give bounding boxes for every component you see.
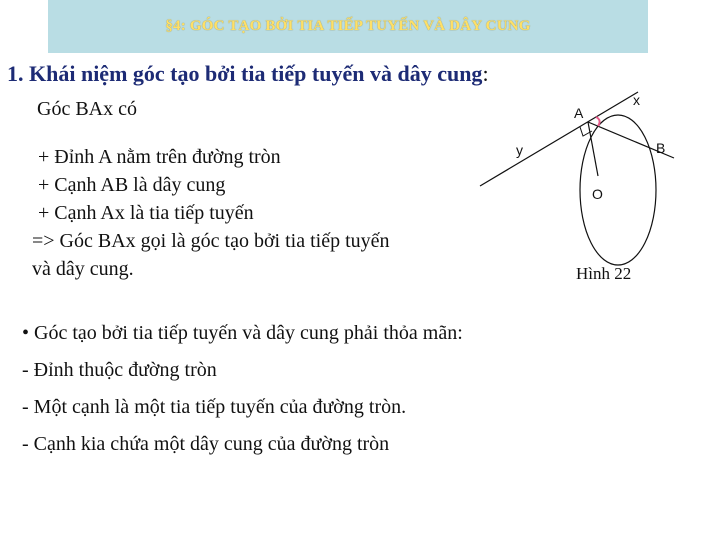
label-o: O (592, 186, 603, 202)
intro-text: Góc BAx có (37, 98, 137, 120)
slide-title: §4: GÓC TẠO BỞI TIA TIẾP TUYẾN VÀ DÂY CUNG (165, 18, 531, 34)
definition-item: + Cạnh AB là dây cung (38, 174, 226, 196)
section-heading (7, 61, 489, 87)
label-y: y (516, 142, 523, 158)
condition-item: - Một cạnh là một tia tiếp tuyến của đường tròn. (22, 396, 407, 418)
label-x: x (633, 92, 640, 108)
label-b: B (656, 140, 666, 156)
radius-line (588, 122, 598, 176)
conditions-intro: • Góc tạo bởi tia tiếp tuyến và dây cung phải thỏa mãn: (22, 322, 463, 344)
definition-conclusion: => Góc BAx gọi là góc tạo bởi tia tiếp tuyến (32, 230, 390, 252)
conditions-list (22, 318, 463, 466)
definition-conclusion-cont: và dây cung. (32, 258, 134, 280)
condition-item: - Cạnh kia chứa một dây cung của đường tròn (22, 433, 390, 455)
definition-item: + Cạnh Ax là tia tiếp tuyến (38, 202, 254, 224)
definition-list (32, 143, 390, 283)
definition-item: + Đỉnh A nằm trên đường tròn (38, 146, 281, 168)
label-a: A (574, 105, 584, 121)
angle-arc (596, 117, 600, 126)
geometry-figure (470, 80, 710, 300)
section-heading-text: Khái niệm góc tạo bởi tia tiếp tuyến và dây cung (29, 61, 483, 86)
section-number: 1. (7, 61, 24, 86)
section-heading-colon: : (482, 61, 489, 86)
tangent-line (480, 92, 638, 186)
figure-caption: Hình 22 (576, 264, 632, 283)
title-banner (48, 0, 648, 53)
condition-item: - Đỉnh thuộc đường tròn (22, 359, 217, 381)
